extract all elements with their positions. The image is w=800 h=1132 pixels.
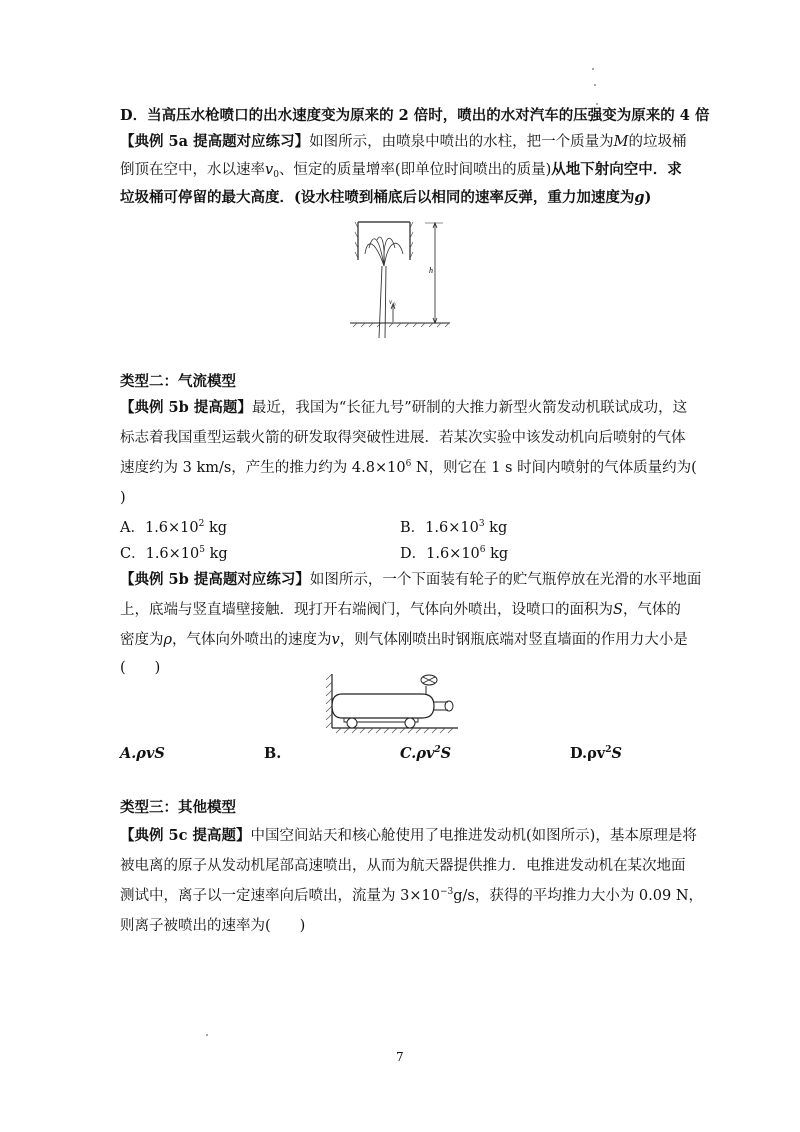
page-number: 7 <box>396 1050 404 1064</box>
speck <box>594 84 596 86</box>
example-5c-line2: 被电离的原子从发动机尾部高速喷出，从而为航天器提供推力．电推进发动机在某次地面 <box>120 858 686 874</box>
answer-a: A.ρvS <box>120 745 165 762</box>
speck <box>206 1034 208 1036</box>
example-5a-line2: 倒顶在空中，水以速率$v_0$、恒定的质量增率(即单位时间喷出的质量)从地下射向空中．求 <box>120 161 682 180</box>
section-2-title: 类型二：气流模型 <box>120 373 236 390</box>
example-5b-practice-line1: 【典例 5b 提高题对应练习】如图所示，一个下面装有轮子的贮气瓶停放在光滑的水平地面 <box>120 571 702 588</box>
example-5b-line2: 标志着我国重型运载火箭的研发取得突破性进展．若某次实验中该发动机向后喷射的气体 <box>120 430 686 446</box>
section-3-title: 类型三：其他模型 <box>120 799 236 816</box>
example-tag: 【典例 5b 提高题】 <box>120 399 252 416</box>
example-5b-practice-line4: ( ) <box>120 660 161 676</box>
answer-c: $C.\rho v^2S$ <box>400 745 452 762</box>
choice-a: A．$1.6\times 10^2$ kg <box>120 519 228 536</box>
example-5a-line3: 垃圾桶可停留的最大高度．(设水柱喷到桶底后以相同的速率反弹，重力加速度为g) <box>120 189 652 206</box>
choice-b: B．$1.6\times 10^3$ kg <box>400 519 508 536</box>
fountain-figure <box>345 218 455 343</box>
gas-cylinder-figure <box>322 670 462 738</box>
speck <box>596 103 598 105</box>
example-5a-line1: 【典例 5a 提高题对应练习】如图所示，由喷泉中喷出的水柱，把一个质量为M的垃圾桶 <box>120 133 687 150</box>
answer-b: B. <box>264 745 282 762</box>
example-5c-line1: 【典例 5c 提高题】中国空间站天和核心舱使用了电推进发动机(如图所示)，基本原理是将 <box>120 827 697 844</box>
v0-label: v <box>389 298 393 306</box>
speck <box>592 68 594 70</box>
height-label: h <box>429 266 433 275</box>
choice-c: C．$1.6\times 10^5$ kg <box>120 545 228 562</box>
example-5c-line4: 则离子被喷出的速率为( ) <box>120 918 306 934</box>
example-5b-line4: ) <box>120 490 126 506</box>
example-5b-practice-line2: 上，底端与竖直墙壁接触．现打开右端阀门，气体向外喷出，设喷口的面积为S，气体的 <box>120 602 681 618</box>
example-5c-line3: 测试中，离子以一定速率向后喷出，流量为 $3\times 10^{-3}g/s$，获得的平均推力大小为 0.09 N， <box>120 887 704 904</box>
example-5b-practice-line3: 密度为ρ，气体向外喷出的速度为v，则气体刚喷出时钢瓶底端对竖直墙面的作用力大小是 <box>120 632 688 648</box>
example-tag: 【典例 5b 提高题对应练习】 <box>120 571 310 588</box>
option-d-statement: D．当高压水枪喷口的出水速度变为原来的 2 倍时，喷出的水对汽车的压强变为原来的 4 倍 <box>120 107 710 124</box>
answer-d: $D.\rho v^2S$ <box>570 745 622 762</box>
example-tag: 【典例 5a 提高题对应练习】 <box>120 133 310 150</box>
svg-text:0: 0 <box>393 303 396 308</box>
example-5b-line3: 速度约为 3 km/s，产生的推力约为 $4.8\times 10^6$ N，则它在 1 s 时间内喷射的气体质量约为( <box>120 459 697 476</box>
choice-d: D．$1.6\times 10^6$ kg <box>400 545 509 562</box>
example-5b-line1: 【典例 5b 提高题】最近，我国为“长征九号”研制的大推力新型火箭发动机联试成功，这 <box>120 399 688 416</box>
example-tag: 【典例 5c 提高题】 <box>120 827 251 844</box>
